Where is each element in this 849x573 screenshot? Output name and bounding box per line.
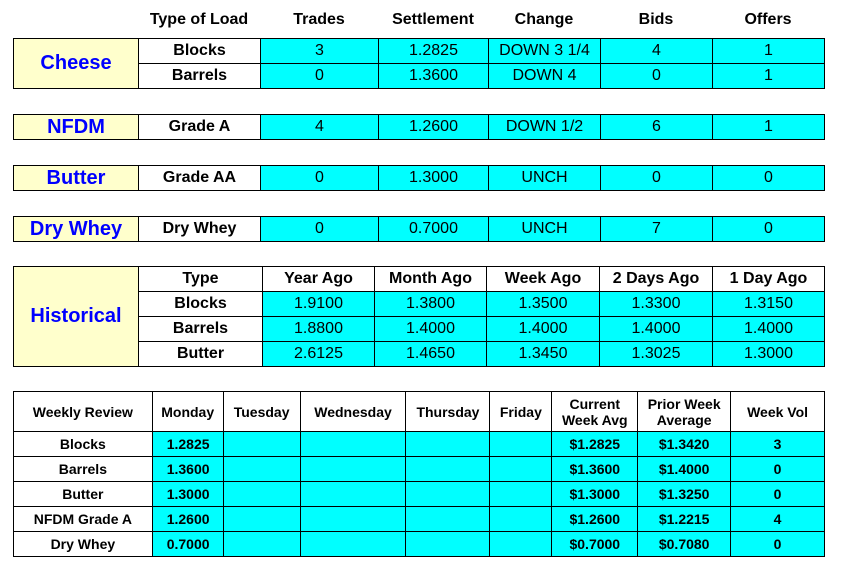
historical-header-2-days-ago: 2 Days Ago — [599, 266, 713, 292]
historical-butter-month: 1.4650 — [374, 341, 487, 367]
weekly-row-week-vol: 0 — [731, 457, 825, 482]
historical-barrels-type: Barrels — [138, 316, 263, 342]
weekly-header-current-line1: Current — [569, 395, 621, 412]
weekly-row-monday: 1.3000 — [152, 482, 223, 507]
table-row — [14, 532, 825, 557]
weekly-row-name: Butter — [14, 482, 153, 507]
weekly-row-prior-avg: $1.4000 — [638, 457, 731, 482]
historical-butter-2-days: 1.3025 — [599, 341, 713, 367]
historical-header-week-ago: Week Ago — [486, 266, 600, 292]
butter-bids: 0 — [600, 165, 713, 191]
weekly-header-week-vol: Week Vol — [731, 392, 825, 432]
weekly-row-name: NFDM Grade A — [14, 507, 153, 532]
butter-label: Butter — [13, 165, 139, 191]
butter-trades: 0 — [260, 165, 379, 191]
weekly-row-prior-avg: $0.7080 — [638, 532, 731, 557]
historical-blocks-type: Blocks — [138, 291, 263, 317]
weekly-header-row — [14, 392, 825, 432]
weekly-review-table — [13, 391, 825, 557]
weekly-header-thursday: Thursday — [406, 392, 490, 432]
weekly-row-tuesday — [223, 532, 300, 557]
weekly-row-current-avg: $1.2600 — [552, 507, 638, 532]
dry-whey-offers: 0 — [712, 216, 825, 242]
weekly-header-review: Weekly Review — [14, 392, 153, 432]
historical-barrels-2-days: 1.4000 — [599, 316, 713, 342]
weekly-row-current-avg: $1.2825 — [552, 432, 638, 457]
weekly-row-week-vol: 4 — [731, 507, 825, 532]
weekly-header-prior-line1: Prior Week — [647, 395, 721, 412]
table-row — [14, 432, 825, 457]
weekly-header-monday: Monday — [152, 392, 223, 432]
weekly-row-monday: 0.7000 — [152, 532, 223, 557]
weekly-row-current-avg: $1.3600 — [552, 457, 638, 482]
weekly-row-name: Blocks — [14, 432, 153, 457]
historical-header-month-ago: Month Ago — [374, 266, 487, 292]
weekly-row-wednesday — [300, 532, 406, 557]
historical-butter-1-day: 1.3000 — [712, 341, 825, 367]
weekly-header-friday: Friday — [490, 392, 552, 432]
weekly-row-friday — [490, 432, 552, 457]
weekly-header-current-line2: Week Avg — [561, 411, 628, 428]
weekly-row-friday — [490, 457, 552, 482]
historical-label: Historical — [13, 266, 139, 367]
weekly-row-monday: 1.2825 — [152, 432, 223, 457]
weekly-row-thursday — [406, 532, 490, 557]
weekly-row-monday: 1.3600 — [152, 457, 223, 482]
butter-type: Grade AA — [138, 165, 261, 191]
weekly-header-current-week-avg — [552, 392, 638, 432]
nfdm-trades: 4 — [260, 114, 379, 140]
nfdm-change: DOWN 1/2 — [488, 114, 601, 140]
header-offers: Offers — [744, 11, 792, 28]
cheese-blocks-offers: 1 — [712, 38, 825, 64]
butter-settlement: 1.3000 — [378, 165, 489, 191]
weekly-row-prior-avg: $1.2215 — [638, 507, 731, 532]
historical-butter-year: 2.6125 — [262, 341, 375, 367]
weekly-row-tuesday — [223, 482, 300, 507]
cheese-blocks-change: DOWN 3 1/4 — [488, 38, 601, 64]
header-change: Change — [514, 11, 574, 28]
cheese-blocks-settlement: 1.2825 — [378, 38, 489, 64]
weekly-row-wednesday — [300, 432, 406, 457]
weekly-row-prior-avg: $1.3420 — [638, 432, 731, 457]
header-type-of-load: Type of Load — [149, 11, 249, 28]
header-settlement: Settlement — [392, 11, 474, 28]
weekly-row-friday — [490, 532, 552, 557]
weekly-row-thursday — [406, 482, 490, 507]
weekly-row-wednesday — [300, 507, 406, 532]
weekly-row-week-vol: 3 — [731, 432, 825, 457]
table-row — [14, 482, 825, 507]
nfdm-label: NFDM — [13, 114, 139, 140]
cheese-barrels-type: Barrels — [138, 63, 261, 89]
weekly-row-monday: 1.2600 — [152, 507, 223, 532]
historical-barrels-1-day: 1.4000 — [712, 316, 825, 342]
nfdm-settlement: 1.2600 — [378, 114, 489, 140]
weekly-row-tuesday — [223, 507, 300, 532]
weekly-row-friday — [490, 482, 552, 507]
weekly-row-prior-avg: $1.3250 — [638, 482, 731, 507]
dry-whey-label: Dry Whey — [13, 216, 139, 242]
historical-blocks-1-day: 1.3150 — [712, 291, 825, 317]
weekly-row-wednesday — [300, 457, 406, 482]
cheese-blocks-trades: 3 — [260, 38, 379, 64]
dry-whey-type: Dry Whey — [138, 216, 261, 242]
weekly-header-tuesday: Tuesday — [223, 392, 300, 432]
header-bids: Bids — [638, 11, 674, 28]
historical-header-year-ago: Year Ago — [262, 266, 375, 292]
historical-barrels-year: 1.8800 — [262, 316, 375, 342]
historical-butter-type: Butter — [138, 341, 263, 367]
weekly-row-tuesday — [223, 432, 300, 457]
weekly-header-prior-line2: Average — [656, 411, 712, 428]
weekly-row-current-avg: $1.3000 — [552, 482, 638, 507]
historical-butter-week: 1.3450 — [486, 341, 600, 367]
weekly-row-friday — [490, 507, 552, 532]
weekly-row-week-vol: 0 — [731, 532, 825, 557]
weekly-row-current-avg: $0.7000 — [552, 532, 638, 557]
table-row — [14, 507, 825, 532]
cheese-blocks-bids: 4 — [600, 38, 713, 64]
weekly-row-name: Barrels — [14, 457, 153, 482]
dry-whey-bids: 7 — [600, 216, 713, 242]
weekly-row-thursday — [406, 457, 490, 482]
dry-whey-change: UNCH — [488, 216, 601, 242]
historical-barrels-week: 1.4000 — [486, 316, 600, 342]
cheese-barrels-bids: 0 — [600, 63, 713, 89]
weekly-row-week-vol: 0 — [731, 482, 825, 507]
butter-offers: 0 — [712, 165, 825, 191]
historical-header-1-day-ago: 1 Day Ago — [712, 266, 825, 292]
historical-blocks-month: 1.3800 — [374, 291, 487, 317]
dry-whey-settlement: 0.7000 — [378, 216, 489, 242]
nfdm-offers: 1 — [712, 114, 825, 140]
cheese-barrels-change: DOWN 4 — [488, 63, 601, 89]
historical-blocks-week: 1.3500 — [486, 291, 600, 317]
cheese-blocks-type: Blocks — [138, 38, 261, 64]
weekly-header-prior-week-average — [638, 392, 731, 432]
weekly-row-thursday — [406, 432, 490, 457]
butter-change: UNCH — [488, 165, 601, 191]
cheese-barrels-settlement: 1.3600 — [378, 63, 489, 89]
weekly-row-wednesday — [300, 482, 406, 507]
header-trades: Trades — [293, 11, 345, 28]
weekly-row-thursday — [406, 507, 490, 532]
historical-header-type: Type — [138, 266, 263, 292]
weekly-row-name: Dry Whey — [14, 532, 153, 557]
dry-whey-trades: 0 — [260, 216, 379, 242]
cheese-label: Cheese — [13, 38, 139, 89]
nfdm-type: Grade A — [138, 114, 261, 140]
nfdm-bids: 6 — [600, 114, 713, 140]
cheese-barrels-offers: 1 — [712, 63, 825, 89]
weekly-header-wednesday: Wednesday — [300, 392, 406, 432]
historical-barrels-month: 1.4000 — [374, 316, 487, 342]
weekly-row-tuesday — [223, 457, 300, 482]
cheese-barrels-trades: 0 — [260, 63, 379, 89]
table-row — [14, 457, 825, 482]
historical-blocks-2-days: 1.3300 — [599, 291, 713, 317]
historical-blocks-year: 1.9100 — [262, 291, 375, 317]
